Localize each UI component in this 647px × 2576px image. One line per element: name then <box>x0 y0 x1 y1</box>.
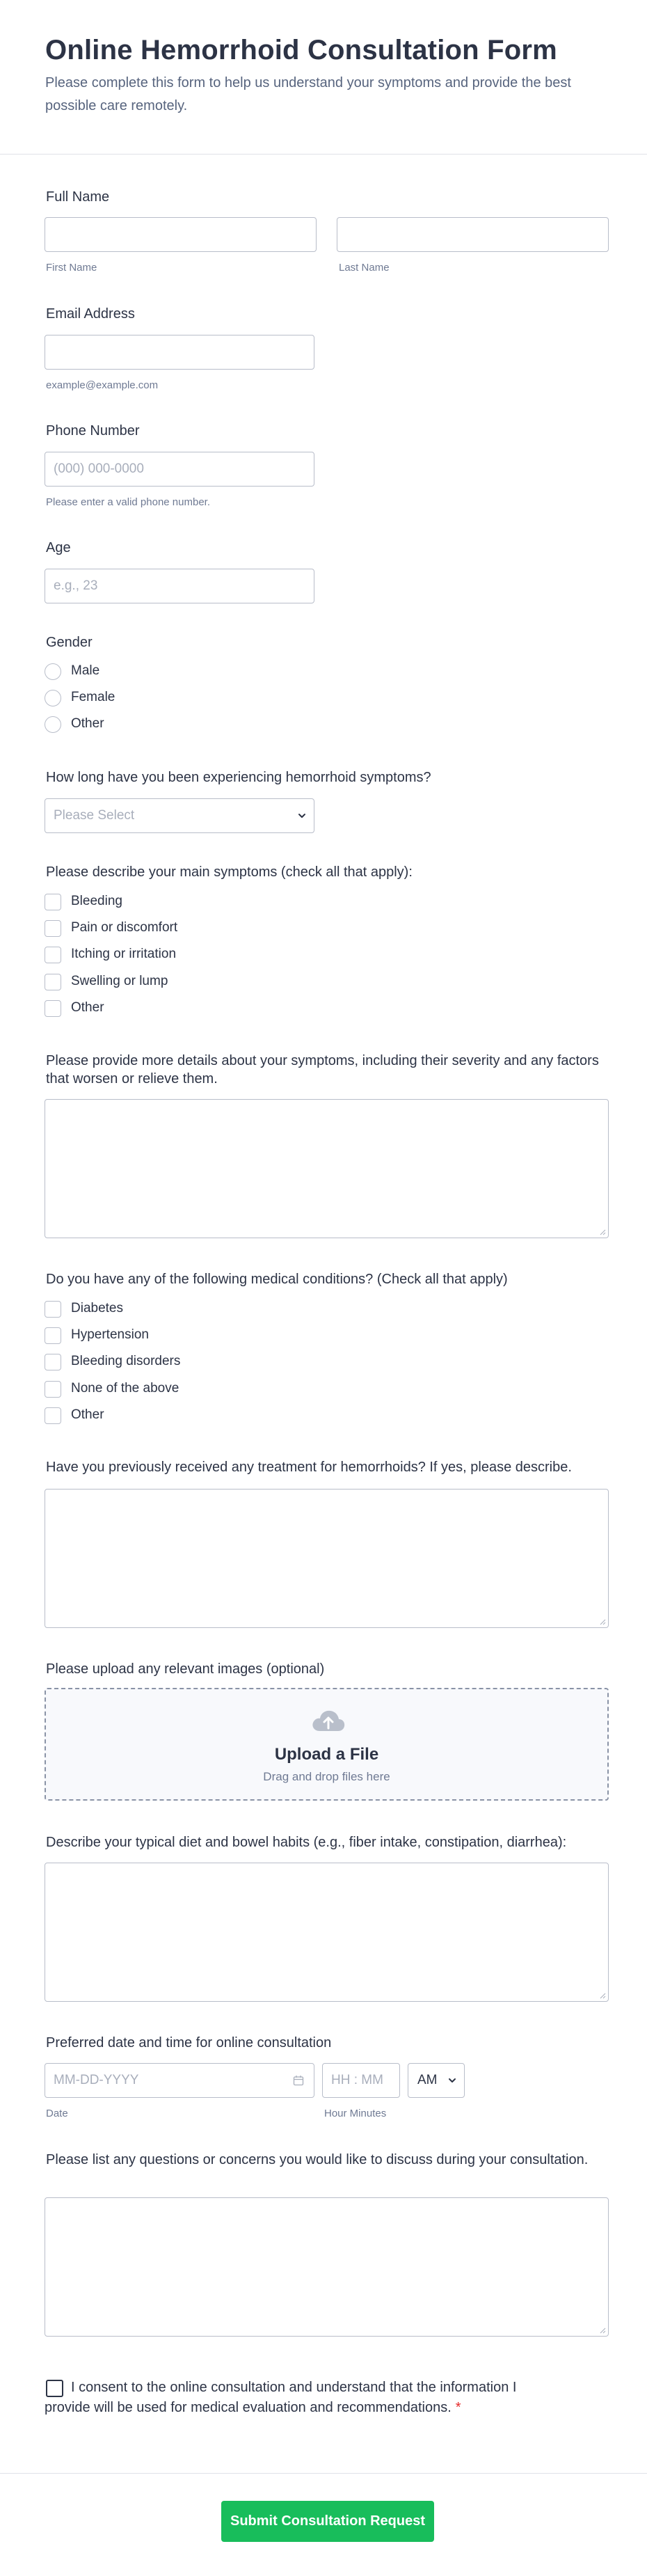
upload-label: Please upload any relevant images (optional) <box>46 1661 325 1677</box>
date-input[interactable] <box>45 2063 314 2098</box>
cloud-upload-icon <box>310 1707 346 1735</box>
footer-divider <box>0 2473 647 2474</box>
option-label: Bleeding disorders <box>71 1354 181 1368</box>
details-textarea[interactable] <box>45 1099 609 1238</box>
resize-handle-icon[interactable] <box>599 1618 606 1625</box>
treatment-textarea[interactable] <box>45 1489 609 1628</box>
datetime-label: Preferred date and time for online consultation <box>46 2035 332 2050</box>
submit-button[interactable]: Submit Consultation Request <box>221 2501 434 2542</box>
duration-select[interactable] <box>45 798 314 833</box>
last-name-sublabel: Last Name <box>339 262 390 274</box>
required-asterisk: * <box>455 2400 461 2415</box>
option-label: Hypertension <box>71 1327 149 1342</box>
option-label: None of the above <box>71 1381 179 1396</box>
option-label: Pain or discomfort <box>71 920 178 935</box>
chevron-down-icon <box>297 811 307 821</box>
duration-label: How long have you been experiencing hemorrhoid symptoms? <box>46 770 431 785</box>
diet-textarea[interactable] <box>45 1863 609 2002</box>
upload-subtitle: Drag and drop files here <box>263 1770 390 1783</box>
upload-title: Upload a File <box>274 1745 379 1764</box>
consent-text: I consent to the online consultation and understand that the information I provide will be used for medical evaluation and recommendations. <box>45 2380 517 2415</box>
option-label: Other <box>71 1407 104 1422</box>
checkbox[interactable] <box>45 974 61 990</box>
phone-label: Phone Number <box>46 423 140 438</box>
details-label: Please provide more details about your symptoms, including their severity and any factors that worsen or relieve them. <box>46 1053 599 1086</box>
checkbox[interactable] <box>45 1354 61 1370</box>
checkbox[interactable] <box>45 1381 61 1398</box>
time-placeholder: HH : MM <box>331 2073 383 2087</box>
phone-input[interactable] <box>45 452 314 487</box>
radio-button[interactable] <box>45 663 61 680</box>
questions-textarea[interactable] <box>45 2197 609 2337</box>
time-sublabel: Hour Minutes <box>324 2108 387 2119</box>
option-label: Other <box>71 716 104 731</box>
treatment-label: Have you previously received any treatment for hemorrhoids? If yes, please describe. <box>46 1460 572 1475</box>
option-label: Female <box>71 690 115 704</box>
first-name-input[interactable] <box>45 217 317 252</box>
radio-button[interactable] <box>45 690 61 706</box>
symptoms-label: Please describe your main symptoms (check all that apply): <box>46 864 413 880</box>
age-input[interactable] <box>45 569 314 603</box>
checkbox[interactable] <box>45 1407 61 1424</box>
date-sublabel: Date <box>46 2108 68 2119</box>
checkbox[interactable] <box>45 920 61 937</box>
page-subtitle: Please complete this form to help us understand your symptoms and provide the best possible care remotely. <box>45 75 571 113</box>
checkbox[interactable] <box>45 1000 61 1017</box>
email-input[interactable] <box>45 335 314 370</box>
option-label: Male <box>71 663 100 678</box>
gender-label: Gender <box>46 635 93 650</box>
questions-label: Please list any questions or concerns you would like to discuss during your consultation. <box>46 2152 589 2167</box>
option-label: Other <box>71 1000 104 1015</box>
phone-placeholder: (000) 000-0000 <box>54 461 144 476</box>
file-upload-dropzone[interactable] <box>45 1688 609 1801</box>
diet-label: Describe your typical diet and bowel habits (e.g., fiber intake, constipation, diarrhea): <box>46 1835 567 1850</box>
ampm-select[interactable] <box>408 2063 465 2098</box>
option-label: Itching or irritation <box>71 947 177 961</box>
last-name-input[interactable] <box>337 217 609 252</box>
consent-label <box>45 2378 559 2418</box>
chevron-down-icon <box>447 2076 457 2085</box>
option-label: Diabetes <box>71 1301 123 1315</box>
option-label: Swelling or lump <box>71 974 168 988</box>
email-sublabel: example@example.com <box>46 379 159 391</box>
age-label: Age <box>46 540 71 555</box>
email-label: Email Address <box>46 306 135 322</box>
time-input[interactable] <box>322 2063 400 2098</box>
date-placeholder: MM-DD-YYYY <box>54 2073 139 2087</box>
age-placeholder: e.g., 23 <box>54 578 98 593</box>
conditions-label: Do you have any of the following medical conditions? (Check all that apply) <box>46 1272 508 1287</box>
calendar-icon[interactable] <box>293 2075 304 2086</box>
option-label: Bleeding <box>71 894 122 908</box>
checkbox[interactable] <box>45 1327 61 1344</box>
resize-handle-icon[interactable] <box>599 1992 606 1999</box>
first-name-sublabel: First Name <box>46 262 97 274</box>
page-title: Online Hemorrhoid Consultation Form <box>45 35 557 65</box>
full-name-label: Full Name <box>46 189 110 205</box>
ampm-value: AM <box>417 2073 438 2087</box>
form-header <box>0 0 647 155</box>
resize-handle-icon[interactable] <box>599 1228 606 1235</box>
radio-button[interactable] <box>45 716 61 733</box>
phone-sublabel: Please enter a valid phone number. <box>46 496 210 508</box>
checkbox[interactable] <box>45 1301 61 1318</box>
checkbox[interactable] <box>45 947 61 963</box>
resize-handle-icon[interactable] <box>599 2327 606 2334</box>
checkbox[interactable] <box>45 894 61 910</box>
duration-placeholder: Please Select <box>54 808 135 823</box>
